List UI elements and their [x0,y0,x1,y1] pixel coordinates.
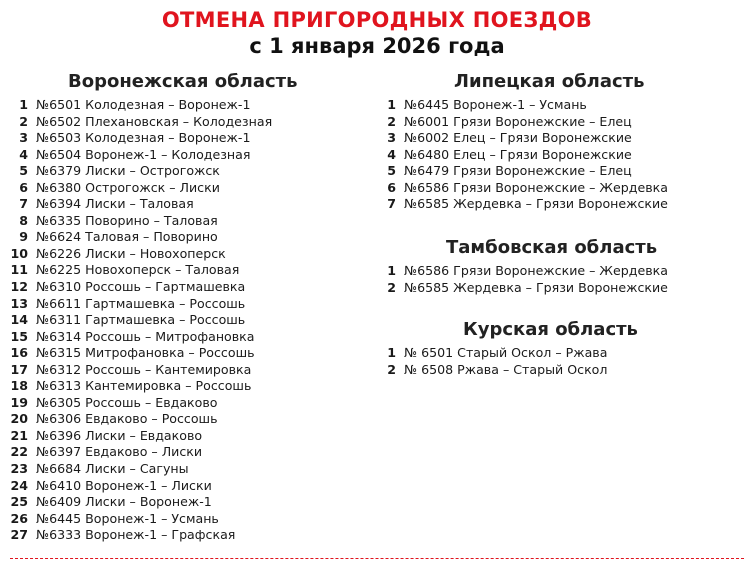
train-route-text: №6306 Евдаково – Россошь [36,411,218,427]
train-list-item [6,130,272,147]
item-number: 20 [10,411,28,427]
train-list-item [374,97,668,114]
train-route-text: №6445 Воронеж-1 – Усмань [36,510,219,526]
train-list-item [6,378,272,395]
train-list-item [6,147,272,164]
train-list-item [6,213,272,230]
train-list-item [6,395,272,412]
train-route-text: №6001 Грязи Воронежские – Елец [404,113,632,129]
kursk-train-list [374,345,607,378]
train-list-item [6,444,272,461]
train-route-text: №6586 Грязи Воронежские – Жердевка [404,263,668,278]
item-number: 12 [10,279,28,295]
train-list-item [6,461,272,478]
item-number: 23 [10,461,28,477]
train-list-item [374,263,668,280]
train-route-text: №6313 Кантемировка – Россошь [36,378,252,394]
train-route-text: №6379 Лиски – Острогожск [36,163,220,179]
train-route-text: №6226 Лиски – Новохоперск [36,245,226,261]
train-list-item [6,229,272,246]
train-list-item [374,163,668,180]
item-number: 7 [19,196,28,212]
region-title-tambov: Тамбовская область [446,237,658,258]
item-number: 6 [387,179,396,195]
train-list-item [6,329,272,346]
train-list-item [6,411,272,428]
train-list-item [6,196,272,213]
lipetsk-train-list [374,97,668,213]
item-number: 1 [19,97,28,112]
train-route-text: №6002 Елец – Грязи Воронежские [404,130,632,146]
train-list-item [6,345,272,362]
item-number: 18 [10,378,28,394]
train-list-item [6,478,272,495]
item-number: 27 [10,527,28,543]
item-number: 25 [10,494,28,510]
train-route-text: №6397 Евдаково – Лиски [36,444,203,460]
train-route-text: №6586 Грязи Воронежские – Жердевка [404,179,668,195]
train-list-item [374,147,668,164]
train-route-text: №6480 Елец – Грязи Воронежские [404,146,632,162]
item-number: 14 [10,312,28,328]
item-number: 9 [19,229,28,245]
item-number: 17 [10,361,28,377]
train-route-text: №6501 Колодезная – Воронеж-1 [36,97,251,112]
train-route-text: №6445 Воронеж-1 – Усмань [404,97,587,112]
page-subtitle: с 1 января 2026 года [249,34,505,58]
item-number: 2 [387,361,396,377]
train-list-item [6,97,272,114]
train-list-item [6,279,272,296]
tambov-train-list [374,263,668,296]
train-list-item [6,362,272,379]
voronezh-train-list [6,97,272,544]
train-route-text: №6312 Россошь – Кантемировка [36,361,252,377]
train-list-item [6,246,272,263]
train-route-text: №6311 Гартмашевка – Россошь [36,312,246,328]
train-route-text: №6335 Поворино – Таловая [36,212,218,228]
train-list-item [374,114,668,131]
item-number: 15 [10,328,28,344]
train-list-item [6,527,272,544]
train-route-text: №6684 Лиски – Сагуны [36,461,189,477]
train-route-text: №6611 Гартмашевка – Россошь [36,295,246,311]
train-route-text: №6479 Грязи Воронежские – Елец [404,163,632,179]
train-list-item [6,428,272,445]
train-route-text: №6624 Таловая – Поворино [36,229,218,245]
train-route-text: №6502 Плехановская – Колодезная [36,113,273,129]
train-list-item [6,511,272,528]
train-route-text: №6585 Жердевка – Грязи Воронежские [404,279,668,295]
item-number: 5 [19,163,28,179]
item-number: 4 [387,146,396,162]
item-number: 3 [387,130,396,146]
train-list-item [374,130,668,147]
item-number: 13 [10,295,28,311]
region-title-voronezh: Воронежская область [68,71,298,92]
item-number: 2 [19,113,28,129]
train-list-item [374,362,607,379]
train-route-text: №6504 Воронеж-1 – Колодезная [36,146,251,162]
train-route-text: №6503 Колодезная – Воронеж-1 [36,130,251,146]
train-route-text: №6225 Новохоперск – Таловая [36,262,240,278]
train-route-text: №6380 Острогожск – Лиски [36,179,220,195]
train-route-text: №6396 Лиски – Евдаково [36,427,203,443]
item-number: 26 [10,510,28,526]
train-route-text: №6333 Воронеж-1 – Графская [36,527,236,543]
train-list-item [6,180,272,197]
item-number: 10 [10,245,28,261]
train-list-item [374,196,668,213]
train-route-text: №6315 Митрофановка – Россошь [36,345,255,361]
item-number: 4 [19,146,28,162]
item-number: 2 [387,279,396,295]
item-number: 7 [387,196,396,212]
bottom-dashed-divider [10,558,744,559]
train-list-item [374,345,607,362]
item-number: 8 [19,212,28,228]
item-number: 16 [10,345,28,361]
region-title-lipetsk: Липецкая область [454,71,645,92]
item-number: 22 [10,444,28,460]
train-route-text: № 6501 Старый Оскол – Ржава [404,345,608,360]
item-number: 5 [387,163,396,179]
item-number: 3 [19,130,28,146]
item-number: 1 [387,263,396,278]
region-title-kursk: Курская область [463,319,638,340]
train-list-item [6,114,272,131]
train-route-text: №6305 Россошь – Евдаково [36,394,218,410]
train-route-text: №6410 Воронеж-1 – Лиски [36,477,212,493]
page-title: ОТМЕНА ПРИГОРОДНЫХ ПОЕЗДОВ [161,8,593,32]
item-number: 24 [10,477,28,493]
train-route-text: №6585 Жердевка – Грязи Воронежские [404,196,668,212]
train-list-item [374,180,668,197]
item-number: 11 [10,262,28,278]
train-route-text: №6409 Лиски – Воронеж-1 [36,494,212,510]
train-list-item [6,312,272,329]
train-list-item [374,280,668,297]
item-number: 19 [10,394,28,410]
train-route-text: №6394 Лиски – Таловая [36,196,194,212]
train-list-item [6,296,272,313]
item-number: 21 [10,427,28,443]
item-number: 1 [387,345,396,360]
train-route-text: № 6508 Ржава – Старый Оскол [404,361,608,377]
item-number: 2 [387,113,396,129]
train-route-text: №6310 Россошь – Гартмашевка [36,279,246,295]
train-list-item [6,163,272,180]
item-number: 1 [387,97,396,112]
train-list-item [6,262,272,279]
item-number: 6 [19,179,28,195]
train-route-text: №6314 Россошь – Митрофановка [36,328,255,344]
train-list-item [6,494,272,511]
